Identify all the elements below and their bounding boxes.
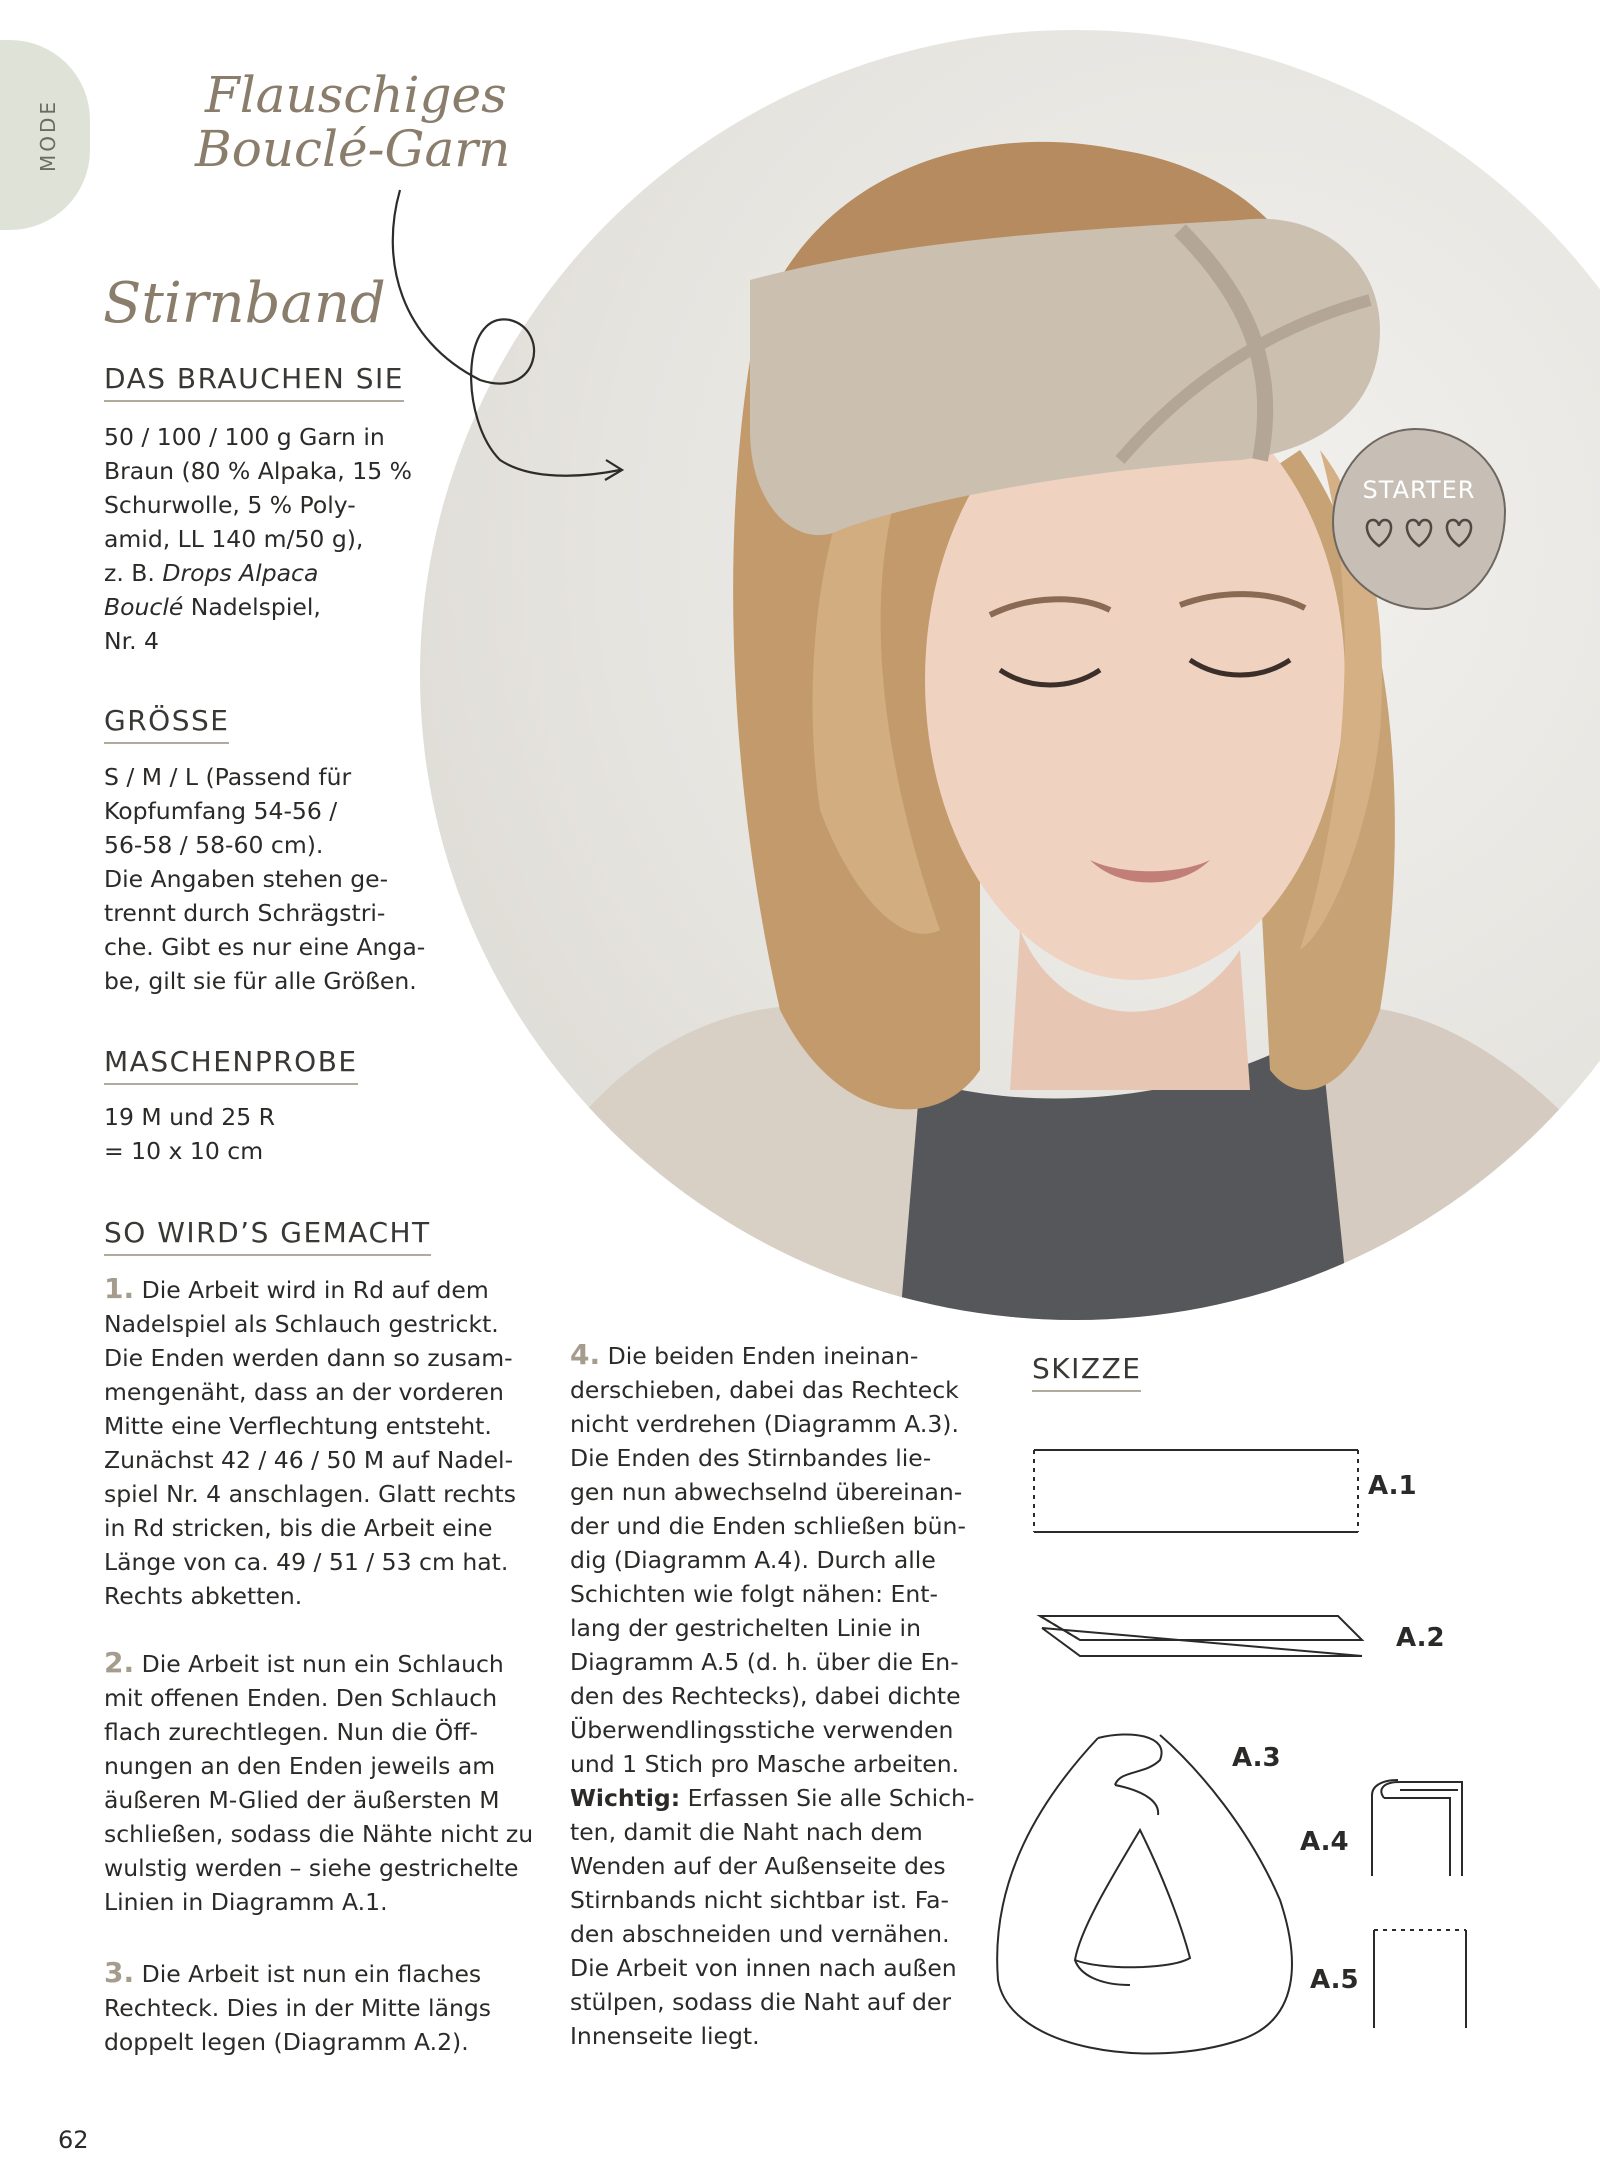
- important-label: Wichtig:: [570, 1784, 681, 1812]
- label-a4: A.4: [1300, 1827, 1349, 1857]
- label-a2: A.2: [1396, 1623, 1445, 1653]
- step-text: Die Arbeit wird in Rd auf dem Nadelspiel als Schlauch gestrickt. Die Enden werden dann so zusam- mengenäht, dass an der vorderen Mitte eine Verflechtung entsteht. Zunächst 42 / 46 / 50 M auf Nadel- spiel Nr. 4 anschlagen. Glatt rechts in Rd stricken, bis die Arbeit eine Länge von ca. 49 / 51 / 53 cm hat. Rechts abketten.: [104, 1276, 516, 1610]
- materials-heading: DAS BRAUCHEN SIE: [104, 362, 404, 402]
- product-title: Stirnband: [103, 271, 386, 336]
- diagram-a3: [997, 1734, 1292, 2053]
- materials-text-b: Nadelspiel, Nr. 4: [104, 593, 321, 655]
- difficulty-label: STARTER: [1362, 476, 1476, 504]
- diagram-a2: [1040, 1616, 1362, 1656]
- diagram-a5: [1374, 1930, 1466, 2028]
- step-text-continued: Erfassen Sie alle Schich- ten, damit die Naht nach dem Wenden auf der Außenseite des Stirnbands nicht sichtbar ist. Fa- den abschneiden und vernähen. Die Arbeit von innen nach außen stülpen, sodass die Naht auf der Innenseite liegt.: [570, 1784, 975, 2050]
- diagram-a1: [1034, 1450, 1358, 1532]
- section-label: MODE: [36, 98, 60, 172]
- step-text: Die Arbeit ist nun ein flaches Rechteck. Dies in der Mitte längs doppelt legen (Diagramm A.2).: [104, 1960, 492, 2056]
- step-number: 2.: [104, 1646, 135, 1679]
- tagline-line-1: Flauschiges: [205, 66, 507, 124]
- label-a3: A.3: [1232, 1743, 1281, 1773]
- size-text: S / M / L (Passend für Kopfumfang 54-56 / 56-58 / 58-60 cm). Die Angaben stehen ge- trennt durch Schrägstri- che. Gibt es nur eine Anga- be, gilt sie für alle Größen.: [104, 763, 426, 995]
- step-number: 4.: [570, 1338, 601, 1371]
- materials-text-a: 50 / 100 / 100 g Garn in Braun (80 % Alpaka, 15 % Schurwolle, 5 % Poly- amid, LL 140 m/50 g), z. B.: [104, 423, 412, 587]
- size-heading: GRÖSSE: [104, 704, 229, 744]
- step-number: 1.: [104, 1272, 135, 1305]
- label-a1: A.1: [1368, 1471, 1417, 1501]
- sketch-heading: SKIZZE: [1032, 1352, 1141, 1392]
- step-text: Die Arbeit ist nun ein Schlauch mit offenen Enden. Den Schlauch flach zurechtlegen. Nun die Öff- nungen an den Enden jeweils am äußeren M-Glied der äußersten M schließen, sodass die Nähte nicht zu wulstig werden – siehe gestrichelte Linien in Diagramm A.1.: [104, 1650, 534, 1916]
- yarn-product-name: Drops Alpaca Bouclé: [104, 559, 319, 621]
- diagram-a4: [1372, 1780, 1462, 1876]
- instructions-heading: SO WIRD’S GEMACHT: [104, 1216, 431, 1256]
- gauge-heading: MASCHENPROBE: [104, 1045, 358, 1085]
- tagline-line-2: Bouclé-Garn: [195, 120, 511, 178]
- step-number: 3.: [104, 1956, 135, 1989]
- label-a5: A.5: [1310, 1965, 1359, 1995]
- step-text: Die beiden Enden ineinan- derschieben, dabei das Rechteck nicht verdrehen (Diagramm A.3). Die Enden des Stirnbandes lie- gen nun abwechselnd übereinan- der und die Enden schließen bün- dig (Diagramm A.4). Durch alle Schichten wie folgt nähen: Ent- lang der gestrichelten Linie in Diagramm A.5 (d. h. über die En- den des Rechtecks), dabei dichte Überwendlingsstiche verwenden und 1 Stich pro Masche arbeiten.: [570, 1342, 966, 1778]
- page-number: 62: [58, 2126, 89, 2154]
- gauge-text: 19 M und 25 R = 10 x 10 cm: [104, 1103, 275, 1165]
